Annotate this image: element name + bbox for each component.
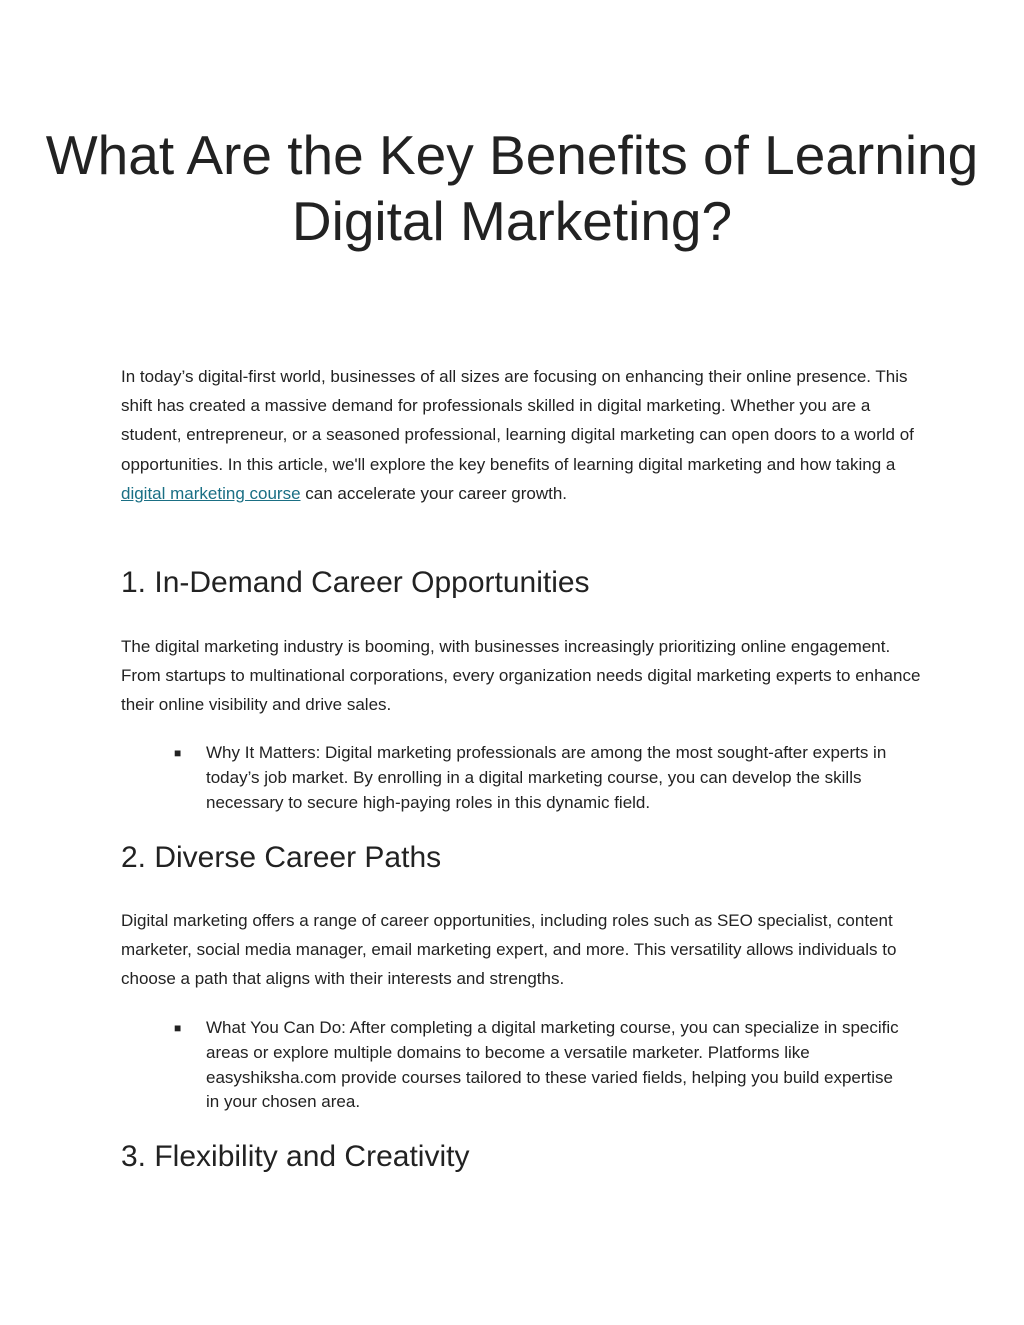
- section-1-bullet: [174, 741, 909, 815]
- section-1-heading: 1. In-Demand Career Opportunities: [121, 566, 590, 599]
- intro-paragraph: [121, 362, 921, 508]
- bullet-marker-icon: ■: [174, 1021, 182, 1035]
- section-2-bullet-text: What You Can Do: After completing a digital marketing course, you can specialize in specific areas or explore multiple domains to become a versatile marketer. Platforms like easyshiksha.com provide courses tailored to these varied fields, helping you build expertise in your chosen area.: [206, 1018, 899, 1112]
- section-2-bullet: [174, 1016, 909, 1115]
- intro-text-after-link: can accelerate your career growth.: [300, 483, 567, 503]
- section-2-paragraph: Digital marketing offers a range of career opportunities, including roles such as SEO specialist, content marketer, social media manager, email marketing expert, and more. This versatility allows individuals to choose a path that aligns with their interests and strengths.: [121, 911, 897, 989]
- digital-marketing-course-link[interactable]: digital marketing course: [121, 483, 301, 503]
- section-1-bullet-text: Why It Matters: Digital marketing professionals are among the most sought-after experts in today’s job market. By enrolling in a digital marketing course, you can develop the skills necessary to secure high-paying roles in this dynamic field.: [206, 743, 887, 812]
- section-1-paragraph: The digital marketing industry is booming, with businesses increasingly prioritizing online engagement. From startups to multinational corporations, every organization needs digital marketing experts to enhance their online visibility and drive sales.: [121, 637, 921, 715]
- section-3-heading: 3. Flexibility and Creativity: [121, 1140, 470, 1173]
- intro-text-before-link: In today’s digital-first world, businesses of all sizes are focusing on enhancing their online presence. This shift has created a massive demand for professionals skilled in digital marketing. Whether you are a student, entrepreneur, or a seasoned professional, learning digital marketing can open doors to a world of opportunities. In this article, we'll explore the key benefits of learning digital marketing and how taking a: [121, 367, 914, 474]
- section-2-heading: 2. Diverse Career Paths: [121, 841, 442, 874]
- bullet-marker-icon: ■: [174, 746, 182, 760]
- page-title: What Are the Key Benefits of Learning Digital Marketing?: [45, 124, 979, 252]
